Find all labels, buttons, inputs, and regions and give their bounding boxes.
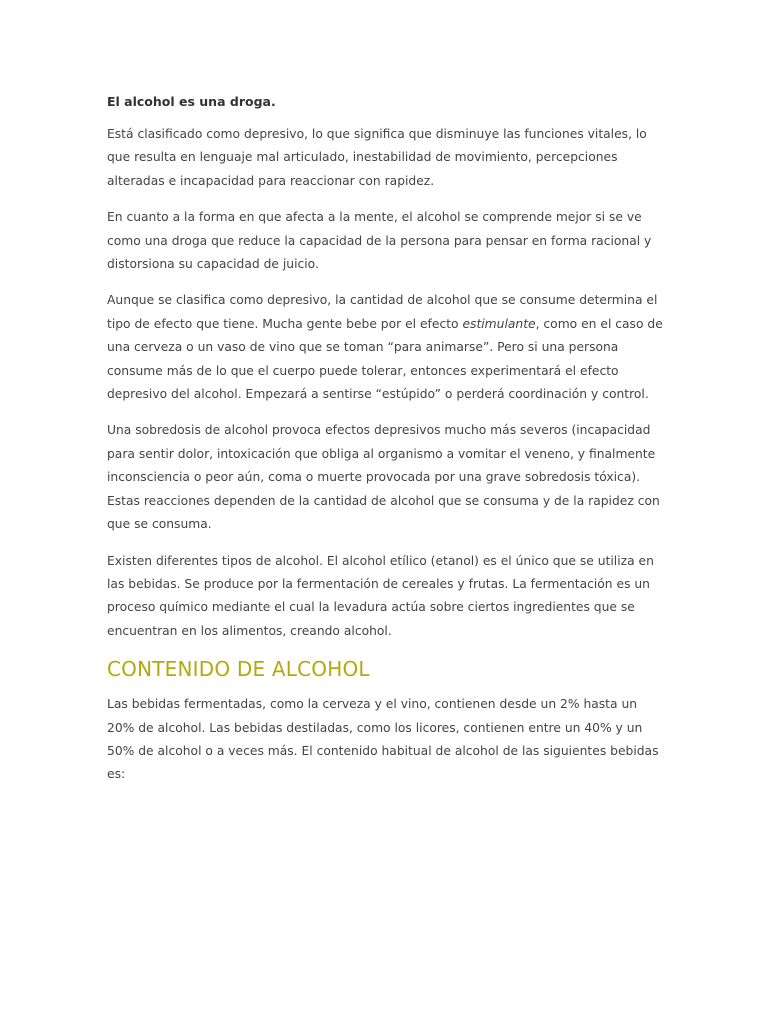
- paragraph-4: Una sobredosis de alcohol provoca efectos depresivos mucho más severos (incapacidad para sentir dolor, intoxicación que obliga al organismo a vomitar el veneno, y finalmente inconsciencia o peor aún, coma o muerte provocada por una grave sobredosis tóxica). Estas reacciones dependen de la cantidad de alcohol que se consuma y de la rapidez con que se consuma.: [107, 423, 660, 532]
- section-heading-contenido: CONTENIDO DE ALCOHOL: [107, 657, 370, 682]
- paragraph-1: Está clasificado como depresivo, lo que significa que disminuye las funciones vitales, lo que resulta en lenguaje mal articulado, inestabilidad de movimiento, percepciones alteradas e incapacidad para reaccionar con rapidez.: [107, 127, 647, 188]
- paragraph-5: Existen diferentes tipos de alcohol. El alcohol etílico (etanol) es el único que se utiliza en las bebidas. Se produce por la fermentación de cereales y frutas. La fermentación es un proceso químico mediante el cual la levadura actúa sobre ciertos ingredientes que se encuentran en los alimentos, creando alcohol.: [107, 553, 654, 638]
- paragraph-3-text-end: , como en el caso de una cerveza o un vaso de vino que se toman “para animarse”. Pero si una persona consume más de lo que el cuerpo puede tolerar, entonces experimentará el efecto depresivo del alcohol. Empezará a sentirse “estúpido” o perderá coordinación y control.: [107, 316, 663, 402]
- paragraph-6: Las bebidas fermentadas, como la cerveza y el vino, contienen desde un 2% hasta un 20% de alcohol. Las bebidas destiladas, como los licores, contienen entre un 40% y un 50% de alcohol o a veces más. El contenido habitual de alcohol de las siguientes bebidas es:: [107, 697, 659, 782]
- paragraph-2: En cuanto a la forma en que afecta a la mente, el alcohol se comprende mejor si se ve como una droga que reduce la capacidad de la persona para pensar en forma racional y distorsiona su capacidad de juicio.: [107, 210, 652, 272]
- paragraph-3-emphasis: estimulante: [462, 316, 536, 331]
- document-title: El alcohol es una droga.: [107, 94, 276, 109]
- paragraph-3-text-start: Aunque se clasifica como depresivo, la cantidad de alcohol que se consume determina el tipo de efecto que tiene. Mucha gente bebe por el efecto: [107, 293, 658, 331]
- document-page: [107, 93, 663, 800]
- paragraph-3: [107, 289, 663, 406]
